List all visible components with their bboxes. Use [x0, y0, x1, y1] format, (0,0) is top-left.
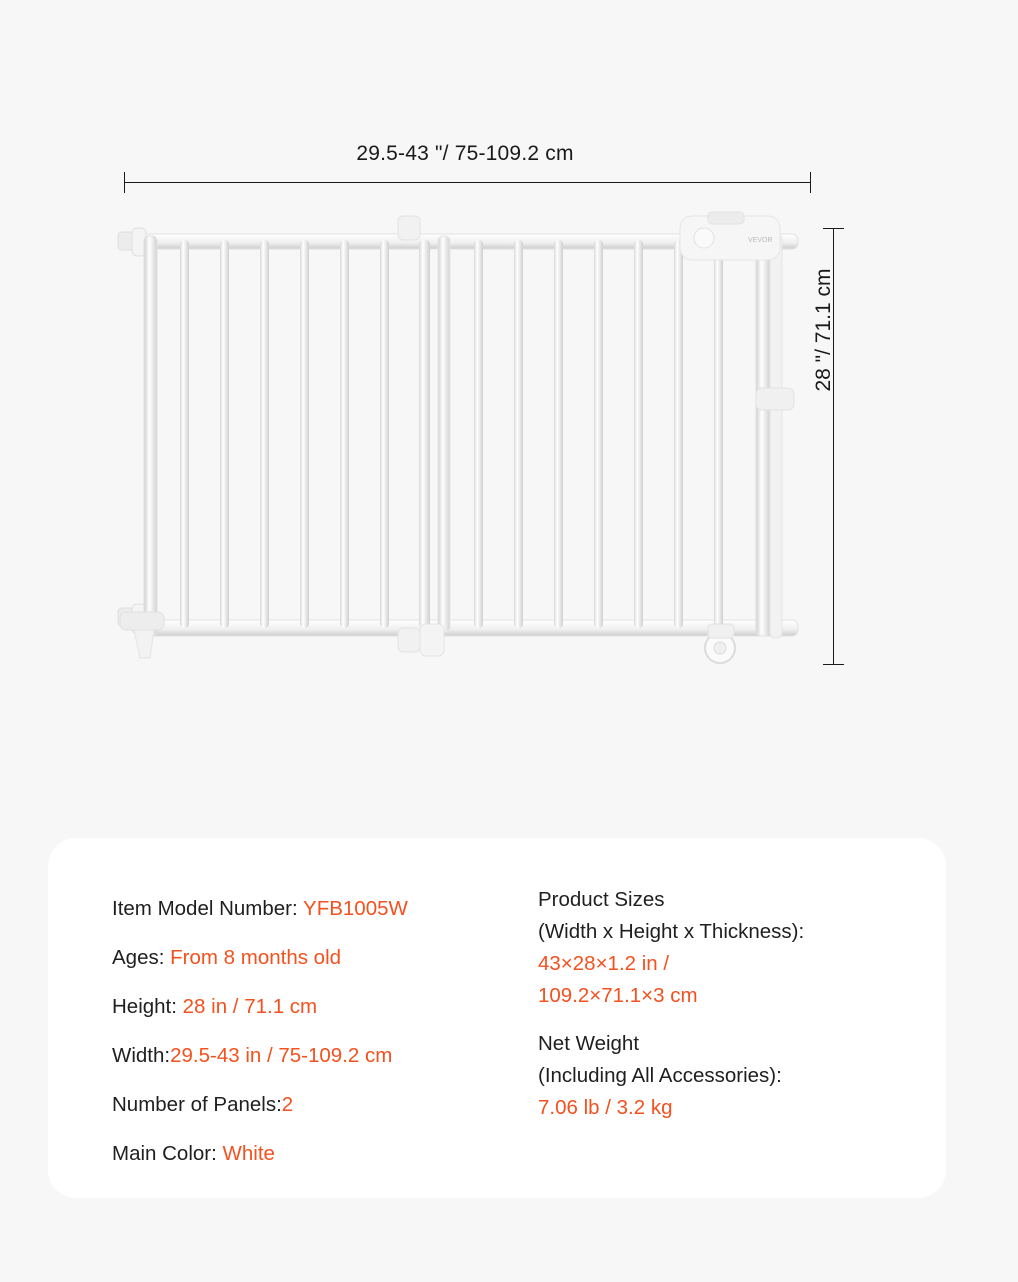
spec-label-width: Width:: [112, 1044, 171, 1067]
spec-item-height: [112, 982, 490, 1031]
spec-value-ages: From 8 months old: [170, 946, 342, 969]
height-dimension-label: 28 "/ 71.1 cm: [812, 268, 835, 392]
width-dimension-label: 29.5-43 "/ 75-109.2 cm: [356, 142, 574, 165]
spec-item-width: [112, 1031, 490, 1080]
spec-item-main-color: [112, 1129, 490, 1178]
spec-item-model-number: [112, 884, 490, 933]
baby-gate-illustration: [108, 210, 828, 680]
spec-label-ages: Ages:: [112, 946, 171, 969]
spec-item-net-weight: [538, 1028, 946, 1124]
width-dimension-tick-right: [810, 172, 811, 193]
spec-label-product-sizes-line1: Product Sizes: [538, 888, 665, 911]
spec-item-panels: [112, 1080, 490, 1129]
spec-value-main-color: White: [222, 1142, 275, 1165]
spec-item-ages: [112, 933, 490, 982]
spec-value-product-sizes-line2: 109.2×71.1×3 cm: [538, 984, 698, 1007]
specifications-card: [48, 838, 946, 1198]
spec-label-height: Height:: [112, 995, 183, 1018]
width-dimension-line: [124, 182, 810, 183]
spec-value-model-number: YFB1005W: [303, 897, 408, 920]
spec-label-model-number: Item Model Number:: [112, 897, 304, 920]
spec-label-product-sizes-line2: (Width x Height x Thickness):: [538, 920, 805, 943]
spec-value-width: 29.5-43 in / 75-109.2 cm: [170, 1044, 393, 1067]
spec-label-main-color: Main Color:: [112, 1142, 223, 1165]
spec-label-net-weight-line2: (Including All Accessories):: [538, 1064, 782, 1087]
spec-item-product-sizes: [538, 884, 946, 1012]
spec-value-panels: 2: [281, 1093, 294, 1116]
spec-label-panels: Number of Panels:: [112, 1093, 282, 1116]
spec-column-right: [490, 884, 946, 1178]
spec-column-left: [48, 884, 490, 1178]
width-dimension-tick-left: [124, 172, 125, 193]
spec-value-height: 28 in / 71.1 cm: [182, 995, 318, 1018]
brand-mark-text: VEVOR: [748, 237, 773, 244]
spec-value-product-sizes-line1: 43×28×1.2 in /: [538, 952, 670, 975]
spec-label-net-weight-line1: Net Weight: [538, 1032, 640, 1055]
spec-value-net-weight-line1: 7.06 lb / 3.2 kg: [538, 1096, 673, 1119]
